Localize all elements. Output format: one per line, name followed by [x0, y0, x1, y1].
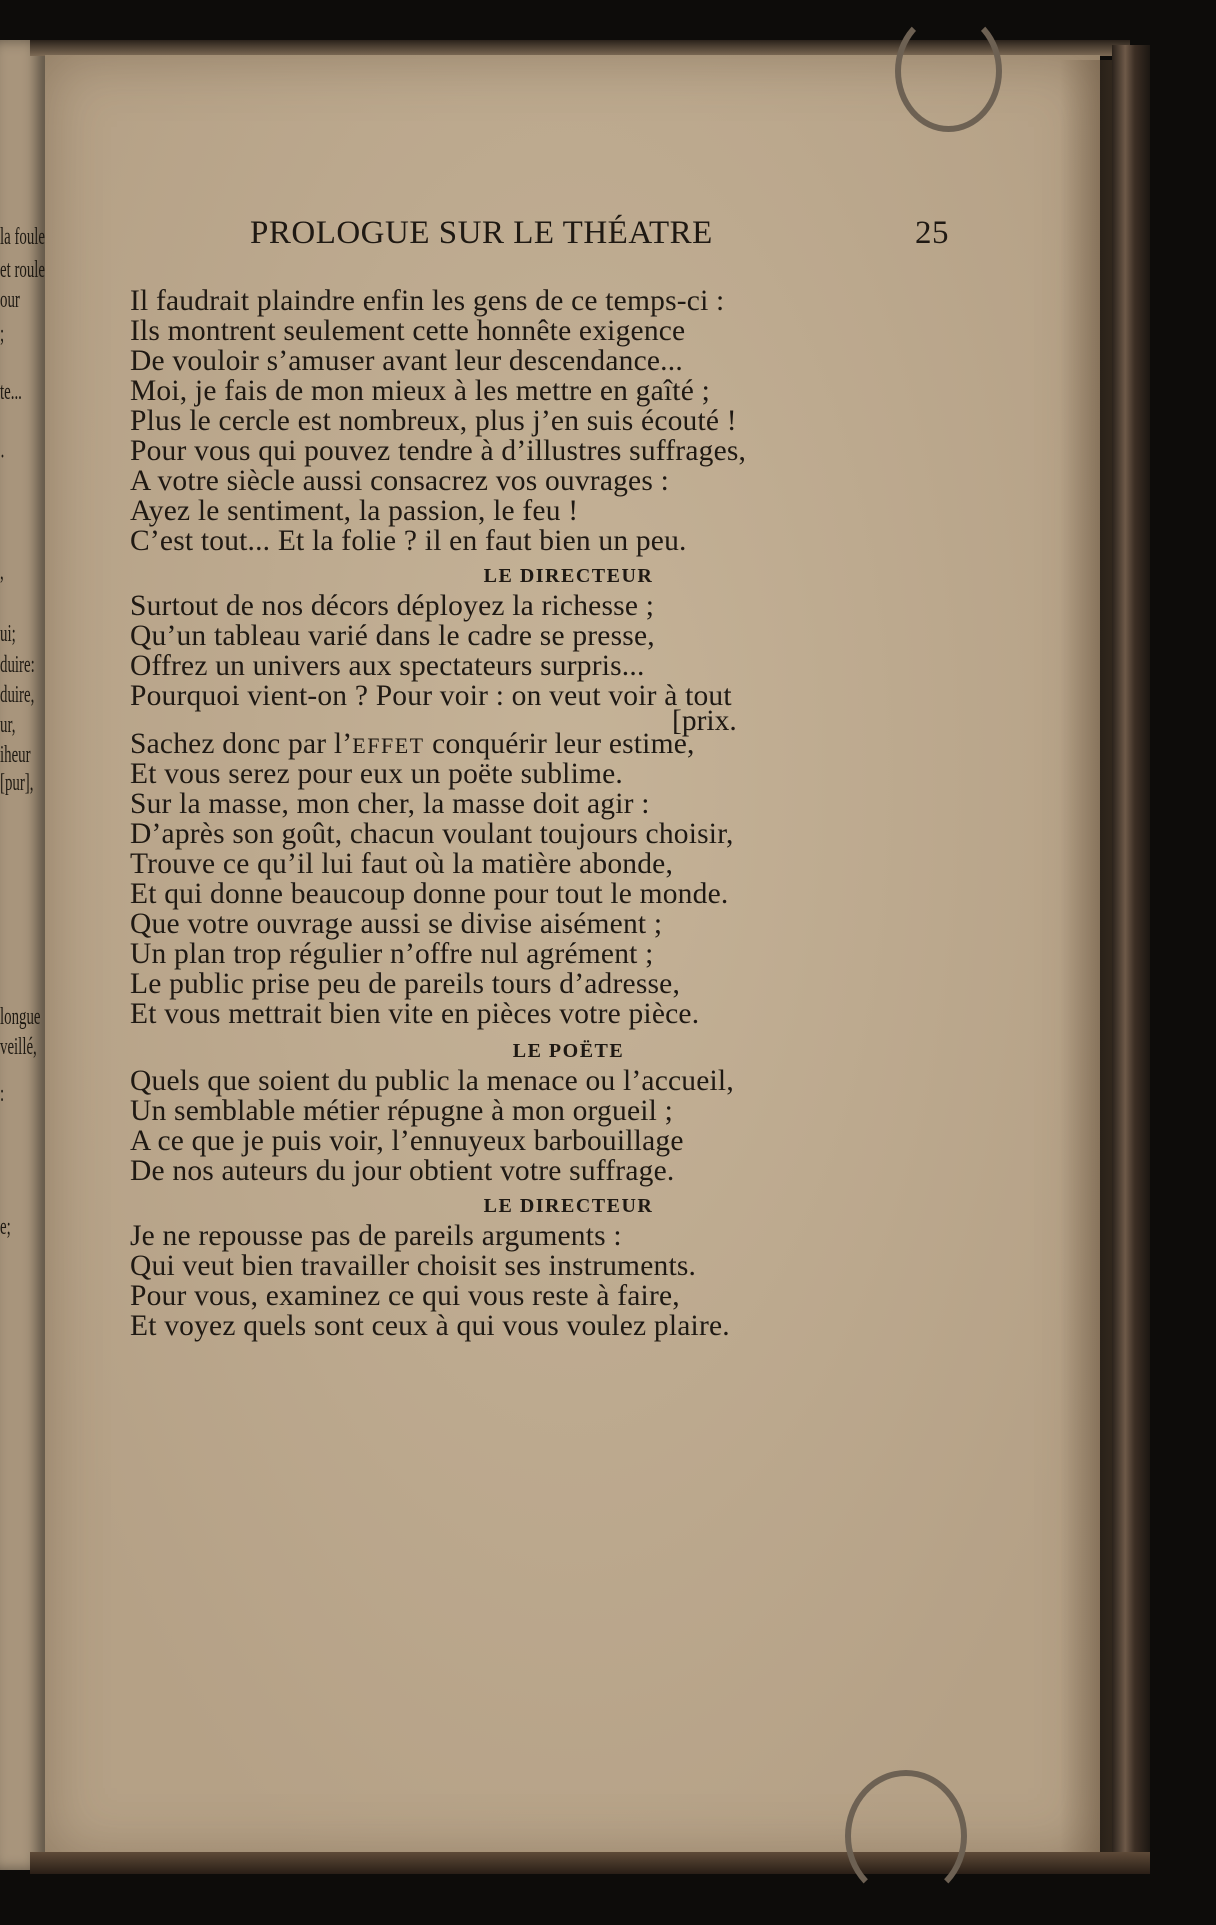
verse-line: De nos auteurs du jour obtient votre suffrage.: [130, 1155, 675, 1187]
left-page-fragment: ;: [0, 321, 5, 347]
left-page-fragment: duire:: [0, 652, 35, 678]
left-page-fragment: :: [0, 1081, 5, 1107]
speaker-heading: LE DIRECTEUR: [483, 565, 654, 587]
verse-line: Un plan trop régulier n’offre nul agrément ;: [130, 938, 654, 970]
verse-line: Surtout de nos décors déployez la richesse ;: [130, 590, 655, 622]
verse-line: Trouve ce qu’il lui faut où la matière abonde,: [130, 848, 674, 880]
verse-line: D’après son goût, chacun voulant toujours choisir,: [130, 818, 734, 850]
page-bottom-edge: [30, 1852, 1150, 1874]
verse-line: Qu’un tableau varié dans le cadre se presse,: [130, 620, 655, 652]
clip-top-icon: [895, 10, 1002, 132]
speaker-heading: LE POËTE: [512, 1040, 625, 1062]
verse-line: Et vous serez pour eux un poëte sublime.: [130, 758, 623, 790]
left-page-fragment: ·: [0, 444, 5, 470]
verse-line: Pour vous, examinez ce qui vous reste à faire,: [130, 1280, 680, 1312]
left-page-fragment: iheur: [0, 742, 31, 768]
verse-line: Pour vous qui pouvez tendre à d’illustres suffrages,: [130, 435, 747, 467]
verse-line: Qui veut bien travailler choisit ses instruments.: [130, 1250, 697, 1282]
left-page-fragment: la foule: [0, 224, 46, 250]
verse-line: Pourquoi vient-on ? Pour voir : on veut voir à tout: [130, 680, 732, 712]
verse-line: Ayez le sentiment, la passion, le feu !: [130, 495, 579, 527]
verse-line: Et vous mettrait bien vite en pièces votre pièce.: [130, 998, 700, 1030]
verse-line: Sachez donc par l’EFFET conquérir leur estime,: [130, 728, 695, 760]
page-gutter-shadow: [1060, 60, 1120, 1860]
verse-line: Le public prise peu de pareils tours d’adresse,: [130, 968, 681, 1000]
verse-line: C’est tout... Et la folie ? il en faut bien un peu.: [130, 525, 687, 557]
book-page: [45, 55, 1100, 1860]
verse-line: Sur la masse, mon cher, la masse doit agir :: [130, 788, 650, 820]
verse-line: Ils montrent seulement cette honnête exigence: [130, 315, 686, 347]
book-binding: [1112, 45, 1150, 1860]
verse-line: A ce que je puis voir, l’ennuyeux barbouillage: [130, 1125, 684, 1157]
verse-line: Quels que soient du public la menace ou l’accueil,: [130, 1065, 734, 1097]
small-caps-word: EFFET: [352, 733, 425, 758]
verse-line: Moi, je fais de mon mieux à les mettre en gaîté ;: [130, 375, 710, 407]
left-page-fragment: et roule: [0, 257, 46, 283]
left-page-fragment: ,: [0, 559, 4, 585]
verse-line: Un semblable métier répugne à mon orgueil ;: [130, 1095, 673, 1127]
page-number: 25: [915, 215, 949, 251]
verse-line: Et voyez quels sont ceux à qui vous voulez plaire.: [130, 1310, 730, 1342]
left-page-fragment: ur,: [0, 712, 16, 738]
hanging-word: [prix.: [672, 705, 737, 737]
left-page-fragment: te...: [0, 379, 22, 405]
running-head: [250, 215, 950, 255]
left-page-fragment: duire,: [0, 682, 35, 708]
verse-line: Je ne repousse pas de pareils arguments :: [130, 1220, 622, 1252]
running-title: PROLOGUE SUR LE THÉATRE: [250, 215, 713, 251]
left-page-fragment: [pur],: [0, 770, 34, 796]
verse-line: A votre siècle aussi consacrez vos ouvrages :: [130, 465, 670, 497]
verse-line: Offrez un univers aux spectateurs surpris...: [130, 650, 645, 682]
left-page-fragment: our: [0, 287, 20, 313]
verse-line: Que votre ouvrage aussi se divise aisément ;: [130, 908, 663, 940]
left-page-fragment: longue: [0, 1004, 41, 1030]
page-content: [45, 55, 1100, 1860]
left-page-fragment: e;: [0, 1214, 11, 1240]
speaker-heading: LE DIRECTEUR: [483, 1195, 654, 1217]
left-page-fragment: veillé,: [0, 1034, 37, 1060]
verse-line: Il faudrait plaindre enfin les gens de ce temps-ci :: [130, 285, 725, 317]
clip-bottom-icon: [845, 1770, 967, 1902]
verse-line: De vouloir s’amuser avant leur descendance...: [130, 345, 683, 377]
verse-line: Et qui donne beaucoup donne pour tout le monde.: [130, 878, 729, 910]
verse-line: Plus le cercle est nombreux, plus j’en suis écouté !: [130, 405, 737, 437]
left-page-edge: [0, 40, 45, 1870]
left-page-fragment: ui;: [0, 621, 16, 647]
